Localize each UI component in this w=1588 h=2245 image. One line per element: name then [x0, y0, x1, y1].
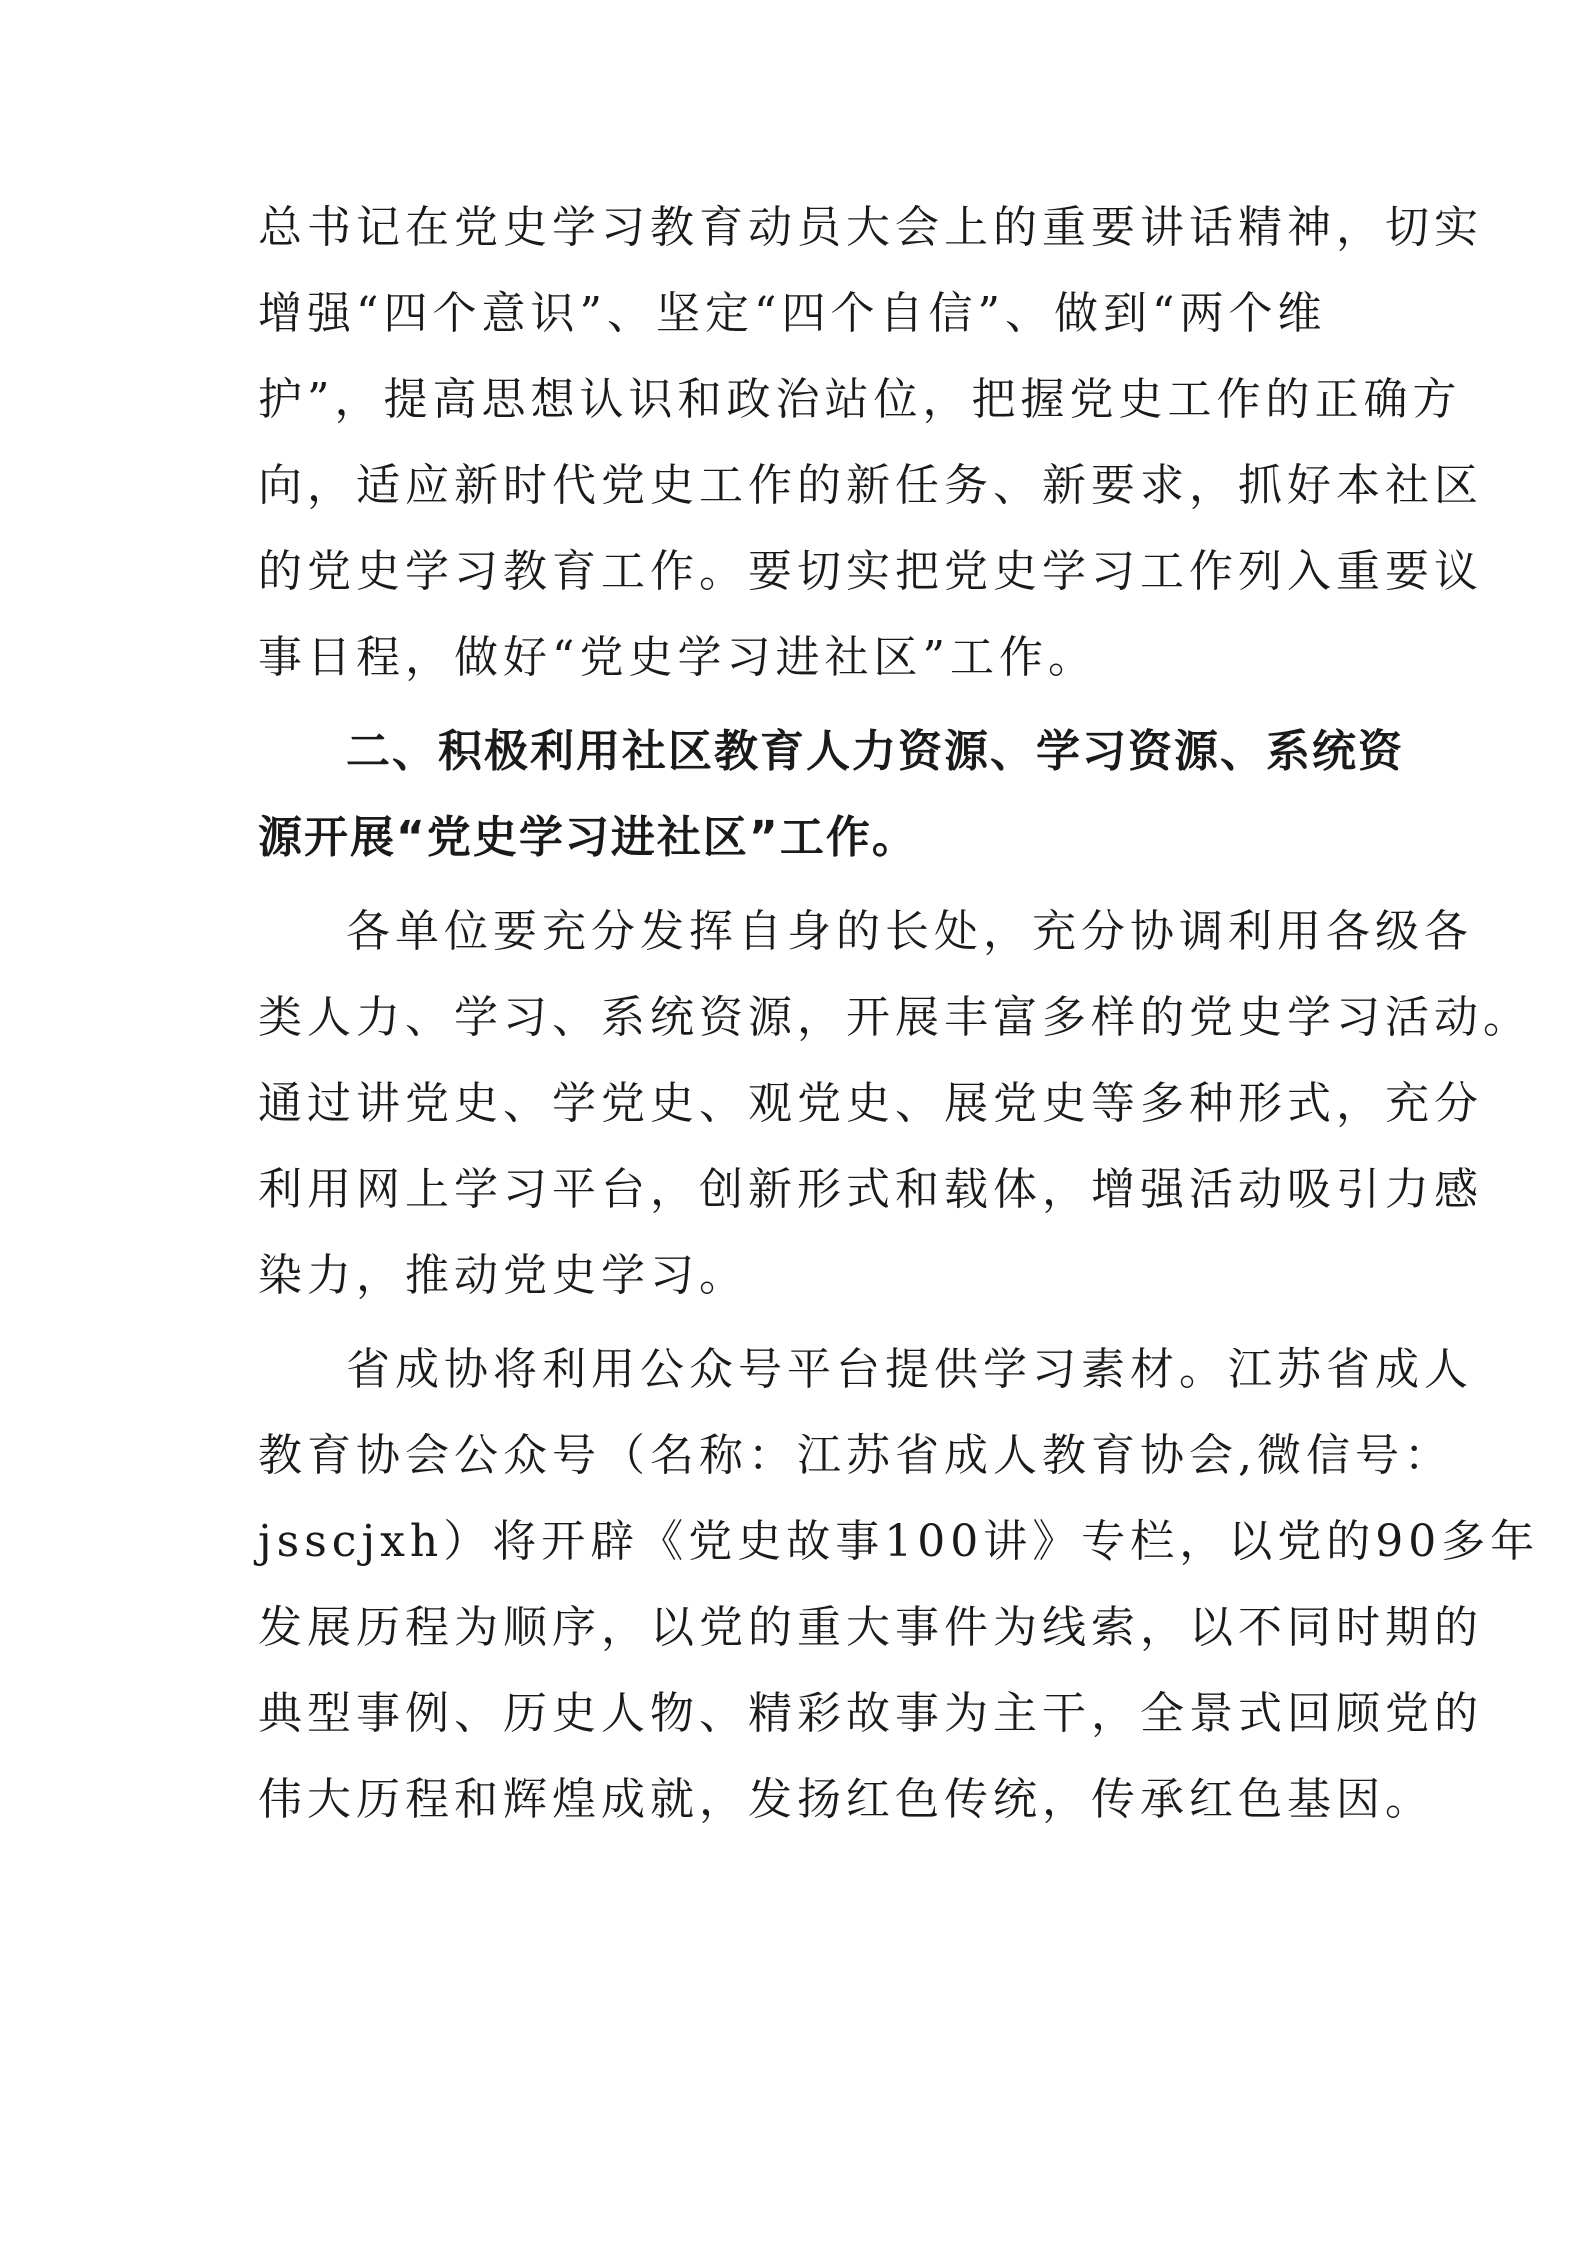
text-line: 事日程，做好“党史学习进社区”工作。: [258, 632, 1097, 683]
text-line: 伟大历程和辉煌成就，发扬红色传统，传承红色基因。: [258, 1774, 1434, 1825]
text-line: 护”，提高思想认识和政治站位，把握党史工作的正确方: [258, 374, 1462, 425]
paragraph-wechat-platform: [258, 1327, 1540, 1843]
section-heading-2: [258, 709, 1404, 881]
text-line: 类人力、学习、系统资源，开展丰富多样的党史学习活动。: [258, 992, 1532, 1043]
text-line: 典型事例、历史人物、精彩故事为主干，全景式回顾党的: [258, 1688, 1483, 1739]
heading-line: 二、积极利用社区教育人力资源、学习资源、系统资: [346, 726, 1404, 777]
heading-line: 源开展“党史学习进社区”工作。: [258, 812, 918, 863]
text-line: 向，适应新时代党史工作的新任务、新要求，抓好本社区: [258, 460, 1483, 511]
paragraph-resources: [258, 889, 1532, 1319]
text-line: 的党史学习教育工作。要切实把党史学习工作列入重要议: [258, 546, 1483, 597]
paragraph-continued: [258, 185, 1483, 701]
text-line: 发展历程为顺序，以党的重大事件为线索，以不同时期的: [258, 1602, 1483, 1653]
text-line: 增强“四个意识”、坚定“四个自信”、做到“两个维: [258, 288, 1327, 339]
text-line: 总书记在党史学习教育动员大会上的重要讲话精神，切实: [258, 202, 1483, 253]
text-line: 教育协会公众号（名称：江苏省成人教育协会,微信号：: [258, 1430, 1453, 1481]
text-line: 染力，推动党史学习。: [258, 1250, 748, 1301]
text-line: 通过讲党史、学党史、观党史、展党史等多种形式，充分: [258, 1078, 1483, 1129]
text-line: 省成协将利用公众号平台提供学习素材。江苏省成人: [346, 1344, 1473, 1395]
document-body: [258, 185, 1540, 1843]
text-line: 利用网上学习平台，创新形式和载体，增强活动吸引力感: [258, 1164, 1483, 1215]
text-line: 各单位要充分发挥自身的长处，充分协调利用各级各: [346, 906, 1473, 957]
text-line: jsscjxh）将开辟《党史故事100讲》专栏，以党的90多年: [258, 1516, 1540, 1567]
